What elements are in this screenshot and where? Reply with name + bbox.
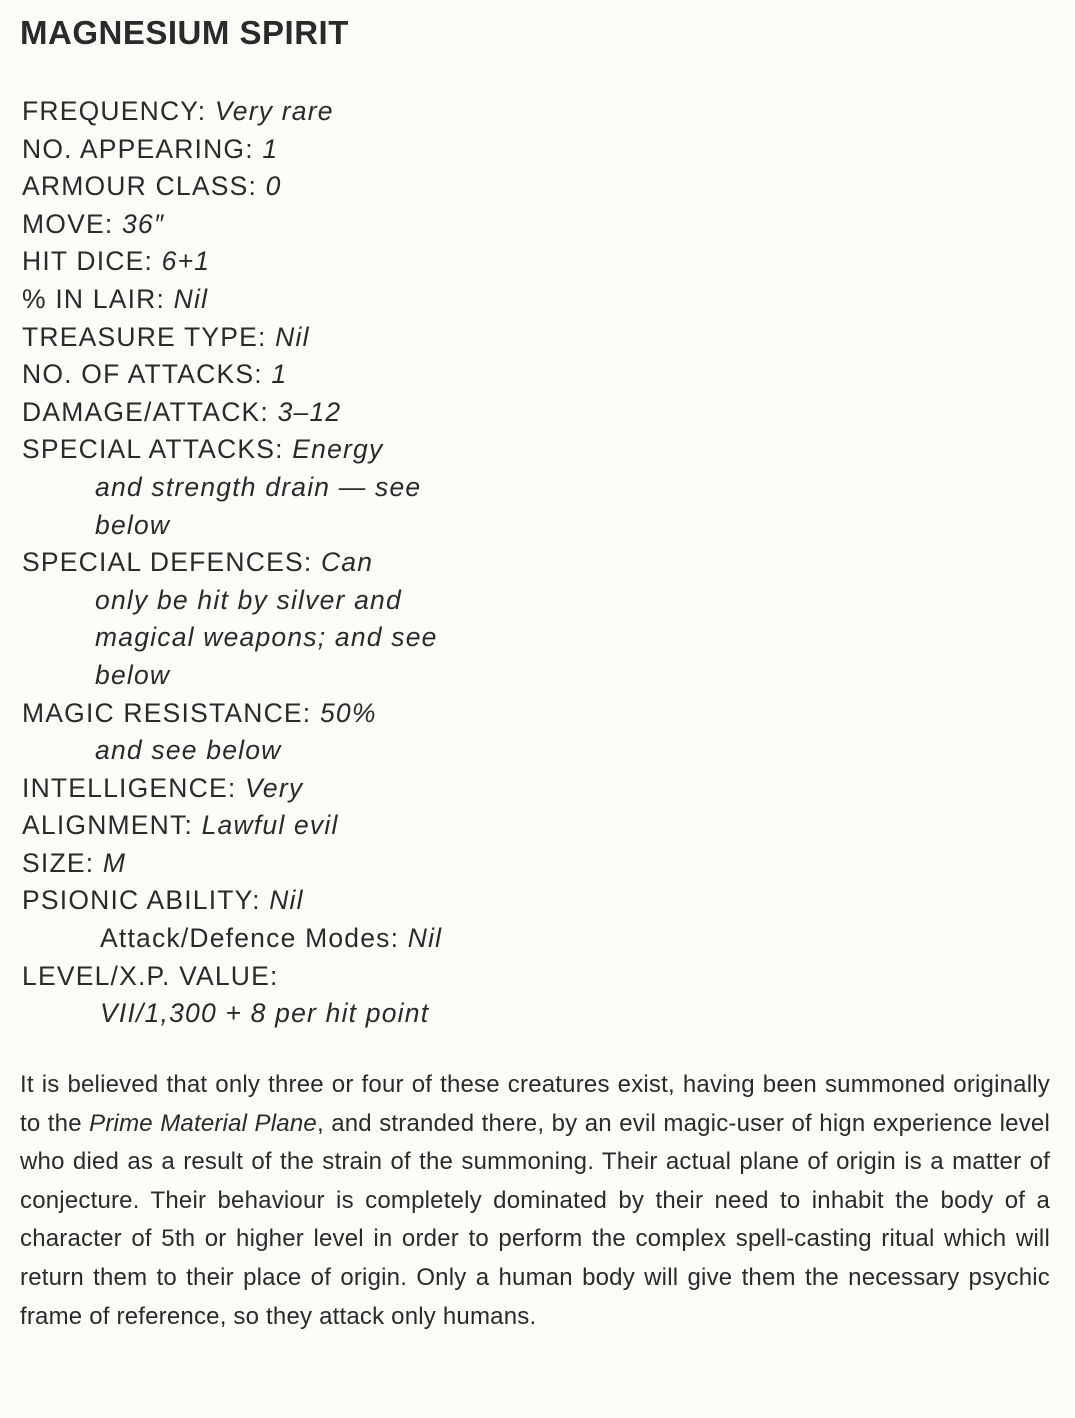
stat-label: SPECIAL DEFENCES:	[22, 547, 313, 578]
stat-value: Lawful evil	[201, 810, 339, 841]
stat-value: 1	[262, 133, 279, 164]
stat-value: VII/1,300 + 8 per hit point	[100, 998, 430, 1029]
stat-label: TREASURE TYPE:	[22, 321, 267, 352]
stat-in-lair	[22, 281, 642, 319]
stat-value: below	[95, 509, 171, 540]
stat-special-defences	[22, 544, 642, 582]
stat-special-defences-cont	[22, 657, 642, 695]
stat-label: MAGIC RESISTANCE:	[22, 697, 312, 728]
stat-label: LEVEL/X.P. VALUE:	[22, 960, 279, 991]
stat-value: Very	[244, 772, 304, 803]
stat-value: below	[95, 659, 171, 690]
stat-attack-defence-modes	[22, 920, 642, 958]
description-italic-term: Prime Material Plane	[89, 1109, 317, 1137]
stat-magic-resistance-cont	[22, 732, 642, 770]
stat-label: FREQUENCY:	[22, 96, 207, 126]
monster-title: MAGNESIUM SPIRIT	[20, 14, 349, 51]
stat-psionic-ability	[22, 882, 642, 920]
stat-alignment	[22, 807, 642, 845]
stat-label: MOVE:	[22, 208, 114, 239]
stat-magic-resistance	[22, 695, 642, 733]
description-text: , and stranded there, by an evil magic-user of hign experience level who died as a result of the strain of the summoning. Their actual plane of origin is a matter of conjecture. Their behaviour is completely dominated by their need to inhabit the body of a character of 5th or higher level in order to perform the complex spell-casting ritual which will return them to their place of origin. Only a human body will give them the necessary psychic frame of reference, so they attack only humans.	[20, 1109, 1051, 1330]
stat-label: ALIGNMENT:	[22, 810, 194, 841]
stat-move	[22, 206, 642, 244]
description-paragraph	[20, 1066, 1050, 1336]
stat-label: SPECIAL ATTACKS:	[22, 434, 284, 465]
stat-value: Nil	[269, 885, 304, 916]
stat-label: NO. OF ATTACKS:	[22, 359, 263, 390]
stat-level-xp-cont	[22, 995, 642, 1033]
stat-intelligence	[22, 770, 642, 808]
stat-value: magical weapons; and see	[95, 622, 438, 653]
stat-value: 50%	[319, 697, 377, 728]
stat-special-defences-cont	[22, 619, 642, 657]
stat-value: Can	[320, 547, 374, 578]
stat-value: Nil	[173, 283, 209, 314]
stat-label: DAMAGE/ATTACK:	[22, 396, 269, 427]
stat-value: Energy	[292, 434, 384, 465]
stat-no-of-attacks	[22, 356, 642, 394]
stat-value: and strength drain — see	[95, 471, 422, 502]
stat-label: HIT DICE:	[22, 246, 154, 277]
stat-value: and see below	[95, 735, 282, 766]
stat-value: Nil	[407, 923, 443, 954]
stat-special-defences-cont	[22, 582, 642, 620]
stat-value: Very rare	[214, 96, 334, 126]
stat-hit-dice	[22, 243, 642, 281]
stat-special-attacks-cont	[22, 507, 642, 545]
stat-no-appearing	[22, 131, 642, 169]
stat-label: Attack/Defence Modes:	[100, 923, 400, 954]
stat-value: 3–12	[277, 396, 342, 427]
stat-special-attacks	[22, 431, 642, 469]
stat-value: 6+1	[161, 246, 211, 277]
stat-size	[22, 845, 642, 883]
stat-value: M	[102, 847, 127, 878]
stat-treasure-type	[22, 319, 642, 357]
stat-value: Nil	[275, 321, 310, 352]
stat-damage-attack	[22, 394, 642, 432]
stat-label: ARMOUR CLASS:	[22, 171, 258, 202]
stat-special-attacks-cont	[22, 469, 642, 507]
stat-block	[22, 93, 642, 1033]
stat-value: only be hit by silver and	[95, 584, 402, 615]
stat-label: % IN LAIR:	[22, 283, 166, 314]
stat-armour-class	[22, 168, 642, 206]
stat-level-xp	[22, 958, 642, 996]
stat-value: 36″	[121, 208, 165, 239]
stat-value: 1	[271, 359, 288, 390]
description-text: It is believed that only three or four of these creatures exist, having been summoned originally to the	[20, 1071, 1050, 1137]
stat-label: INTELLIGENCE:	[22, 772, 237, 803]
stat-value: 0	[265, 171, 282, 202]
stat-frequency	[22, 93, 642, 131]
stat-label: NO. APPEARING:	[22, 133, 254, 164]
stat-label: SIZE:	[22, 847, 95, 878]
stat-label: PSIONIC ABILITY:	[22, 885, 261, 916]
